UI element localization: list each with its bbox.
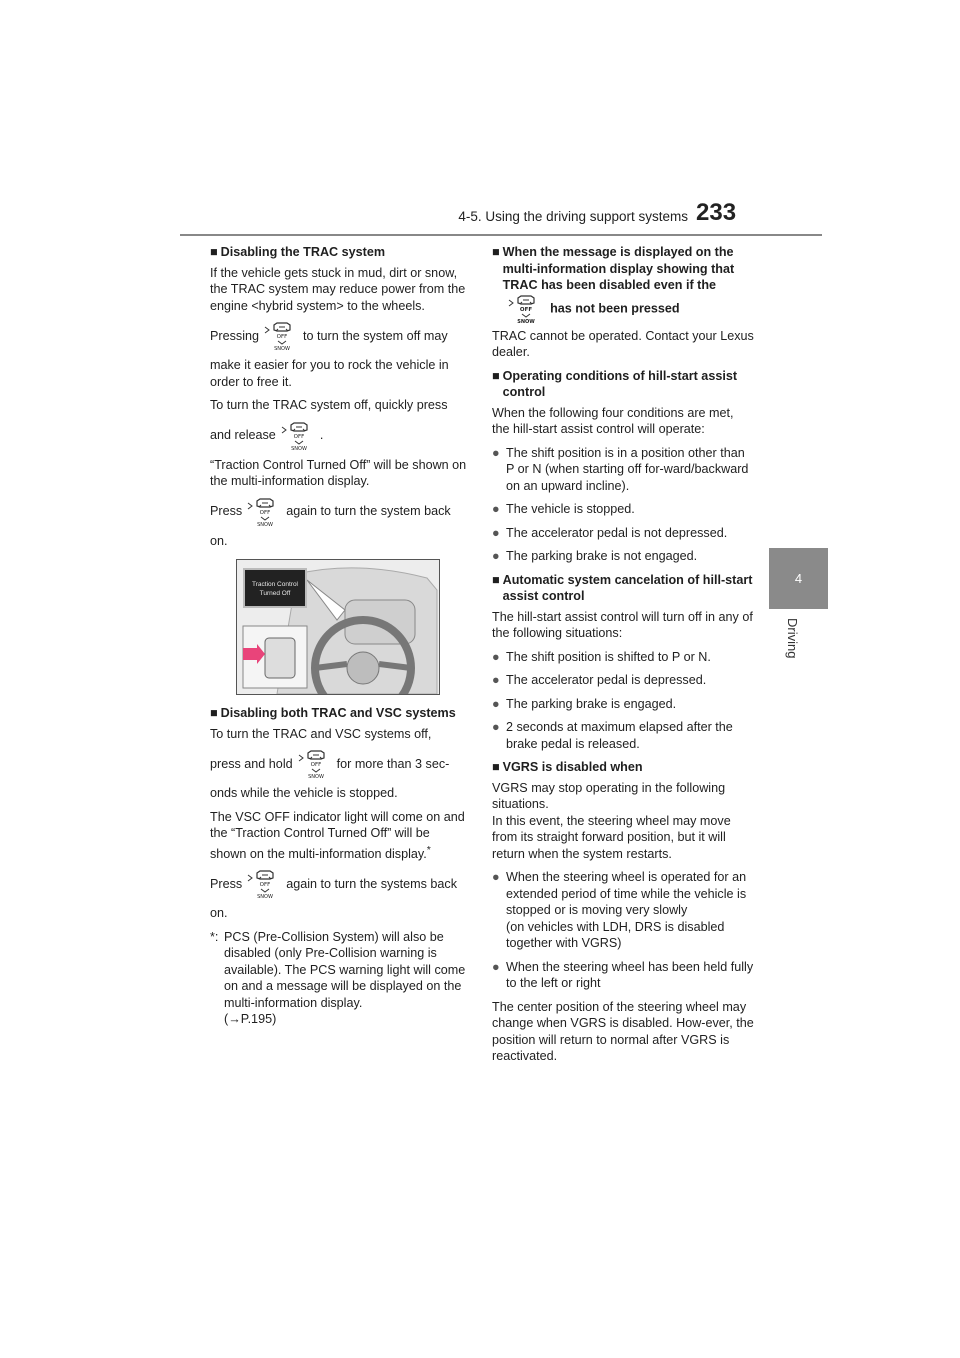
heading-message-displayed [492,244,754,324]
text: The accelerator pedal is not depressed. [506,525,728,540]
bullet-icon: ● [492,445,500,460]
text: 2 seconds at maximum elapsed after the brake pedal is released. [506,720,733,751]
chapter-label-text: Driving [785,618,800,659]
heading-disabling-both [210,705,468,722]
page-reference-link[interactable]: (→P.195) [224,1012,277,1027]
text: The shift position is in a position other than P or N (when starting off for-ward/backward on an upward incline). [506,445,749,493]
list-item [492,869,754,952]
page-number: 233 [696,199,737,226]
dashboard-illustration [236,559,440,695]
paragraph: The center position of the steering wheel may change when VGRS is disabled. How-ever, the position will return to normal after VGRS is reactivated. [492,999,754,1063]
text: The VSC OFF indicator light will come on and the “Traction Control Turned Off” will be shown on the multi-information display. [210,809,465,861]
list-item [492,649,754,666]
text: has not been pressed [550,300,680,315]
text: and release [210,428,276,443]
text: VGRS may stop operating in the following situations. [492,780,726,811]
heading-text: Disabling the TRAC system [220,245,386,259]
right-column [492,244,754,1072]
footnote-marker: * [426,843,431,856]
text: The shift position is shifted to P or N. [506,649,711,664]
paragraph: on. [210,533,228,548]
paragraph: To turn the TRAC system off, quickly press [210,398,448,412]
vsc-off-snow-button-icon [295,749,335,779]
paragraph: To turn the TRAC and VSC systems off, [210,726,432,741]
vsc-off-snow-button-icon [505,294,545,324]
heading-text: Operating conditions of hill-start assist control [502,368,738,399]
text: The parking brake is engaged. [506,696,677,711]
header-divider [180,234,822,236]
heading-text [503,244,754,324]
text: to turn the system off may [303,328,448,343]
vsc-off-snow-button-icon [278,421,318,451]
text: The parking brake is not engaged. [506,549,698,563]
text: again to turn the system back [286,504,451,519]
bullet-icon: ● [492,525,500,540]
paragraph-press-again [210,497,468,527]
heading-text: Disabling both TRAC and VSC systems [220,706,456,720]
list-item [492,548,754,565]
paragraph: The hill-start assist control will turn off in any of the following situations: [492,609,753,640]
list-item [492,719,754,752]
text: for more than 3 sec- [336,756,450,771]
text: (on vehicles with LDH, DRS is disabled together with VGRS) [506,919,725,950]
square-bullet-icon: ■ [492,245,500,259]
chapter-label [760,618,840,678]
text: Press [210,504,243,519]
paragraph [210,809,468,863]
text: When the steering wheel is operated for an extended period of time while the vehicle is stopped or is moving very slowly [506,870,747,917]
heading-vgrs [492,759,754,776]
bullet-icon: ● [492,720,500,734]
square-bullet-icon: ■ [492,760,500,774]
bullet-icon: ● [492,649,500,664]
paragraph-release [210,421,468,451]
paragraph: “Traction Control Turned Off” will be shown on the multi-information display. [210,457,467,488]
callout-line: Traction Control [252,581,298,588]
text: Pressing [210,328,259,343]
text: The vehicle is stopped. [506,502,635,516]
text: Press [210,876,243,891]
square-bullet-icon: ■ [210,245,218,259]
chapter-tab[interactable]: 4 [769,548,828,609]
list-item [492,501,754,518]
text: . [319,428,324,443]
paragraph: make it easier for you to rock the vehicle in order to free it. [210,358,449,389]
heading-auto-cancel [492,572,754,605]
square-bullet-icon: ■ [492,368,500,383]
footnote-text [224,929,468,1028]
left-column [210,244,468,1035]
heading-hill-start [492,368,754,401]
list-item [492,445,754,495]
paragraph: onds while the vehicle is stopped. [210,786,398,800]
list-item [492,525,754,542]
vsc-off-snow-button-icon [261,321,301,351]
text: In this event, the steering wheel may move from its straight forward position, but it will return when the system restarts. [492,813,731,861]
traction-control-off-callout [243,568,307,608]
paragraph: When the following four conditions are met, the hill-start assist control will operate: [492,405,734,436]
text: PCS (Pre-Collision System) will also be disabled (only Pre-Collision warning is available). The PCS warning light will come on and a message will be displayed on the multi-information display. [224,929,466,1010]
heading-text: Automatic system cancelation of hill-start assist control [502,572,753,603]
bullet-icon: ● [492,696,500,711]
text: The accelerator pedal is depressed. [506,673,707,687]
paragraph-press-hold [210,749,468,779]
page-header [0,0,960,240]
paragraph [492,780,754,863]
bullet-icon: ● [492,870,500,884]
text: again to turn the systems back [286,876,458,891]
bullet-icon: ● [492,673,500,687]
section-title: 4-5. Using the driving support systems [458,209,688,224]
square-bullet-icon: ■ [210,706,218,720]
paragraph-pressing [210,321,468,351]
list-item [492,672,754,689]
list-item [492,959,754,992]
paragraph: If the vehicle gets stuck in mud, dirt or snow, the TRAC system may reduce power from the engine <hybrid system> to the wheels. [210,265,466,313]
callout-line: Turned Off [259,590,291,597]
bullet-icon: ● [492,959,500,974]
paragraph: TRAC cannot be operated. Contact your Lexus dealer. [492,328,754,359]
text: press and hold [210,756,293,771]
bullet-icon: ● [492,502,500,516]
square-bullet-icon: ■ [492,572,500,587]
footnote [210,929,468,1028]
bullet-icon: ● [492,549,500,563]
paragraph-press-again-2 [210,869,468,899]
heading-disabling-trac [210,244,468,261]
paragraph: on. [210,906,228,921]
text: When the message is displayed on the multi-information display showing that TRAC has been disabled even if the [502,245,735,292]
heading-text: VGRS is disabled when [502,760,643,774]
vsc-off-snow-button-icon [244,869,284,899]
list-item [492,696,754,713]
vsc-off-snow-button-icon [244,497,284,527]
text: When the steering wheel has been held fully to the left or right [506,959,754,990]
footnote-marker: *: [210,929,219,944]
list-item-text [506,869,754,952]
